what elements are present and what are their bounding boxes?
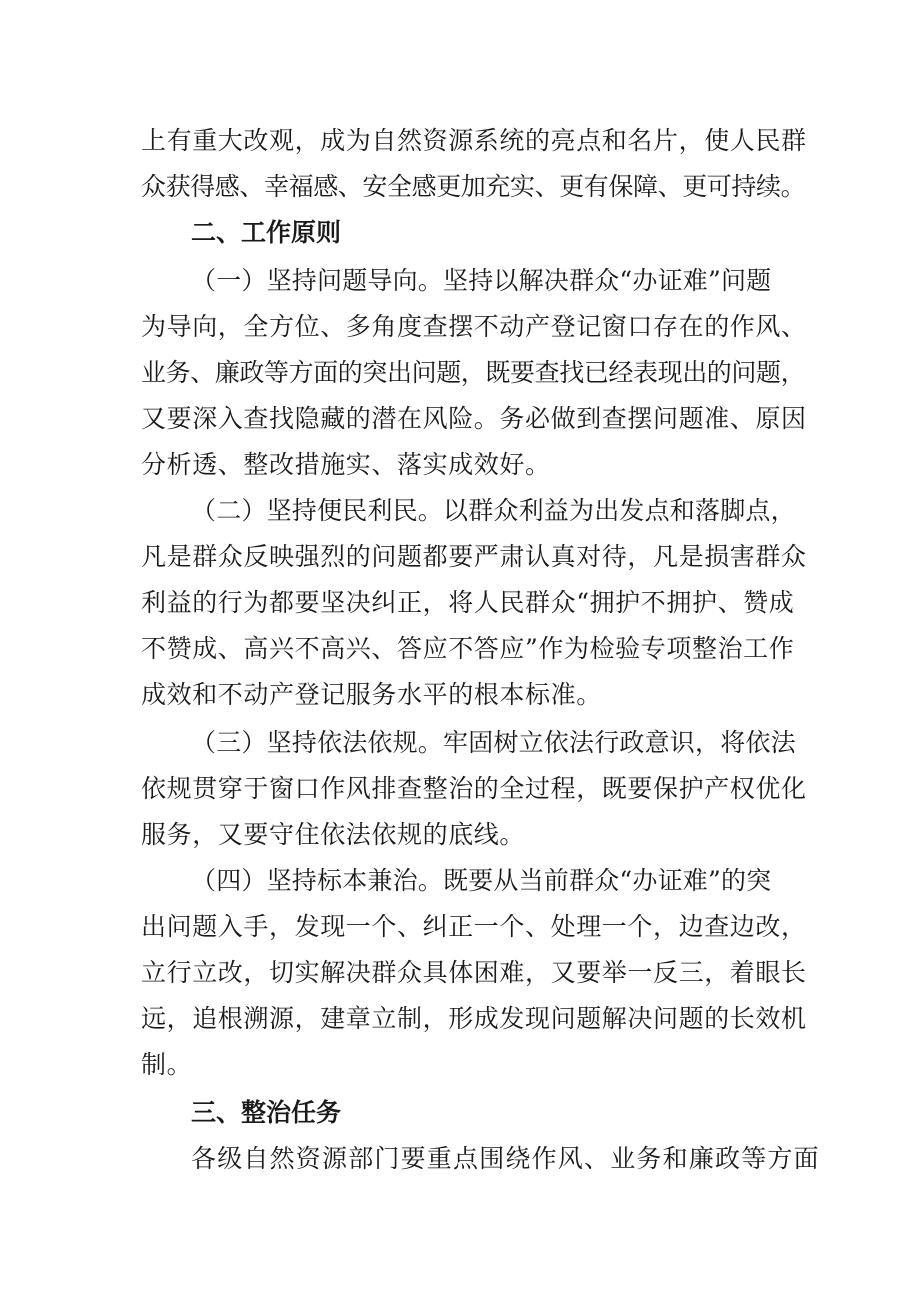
- paragraph-line: （一）坚持问题导向。坚持以解决群众“办证难”问题: [191, 266, 772, 295]
- paragraph-line: （四）坚持标本兼治。既要从当前群众“办证难”的突: [191, 866, 772, 895]
- paragraph-line: 凡是群众反映强烈的问题都要严肃认真对待，凡是损害群众: [141, 542, 807, 571]
- paragraph-line: 为导向，全方位、多角度查摆不动产登记窗口存在的作风、: [141, 312, 807, 341]
- paragraph-line: 利益的行为都要坚决纠正，将人民群众“拥护不拥护、赞成: [141, 588, 795, 617]
- paragraph-line: 制。: [141, 1050, 193, 1079]
- paragraph-line: 分析透、整改措施实、落实成效好。: [141, 450, 551, 479]
- paragraph-line: 上有重大改观，成为自然资源系统的亮点和名片，使人民群: [141, 126, 807, 155]
- paragraph-line: 不赞成、高兴不高兴、答应不答应”作为检验专项整治工作: [141, 634, 795, 663]
- paragraph-line: 服务，又要守住依法依规的底线。: [141, 820, 526, 849]
- paragraph-line: 众获得感、幸福感、安全感更加充实、更有保障、更可持续。: [141, 172, 806, 201]
- paragraph-line: （二）坚持便民利民。以群众利益为出发点和落脚点，: [191, 496, 796, 525]
- paragraph-line: 又要深入查找隐藏的潜在风险。务必做到查摆问题准、原因: [141, 404, 807, 433]
- paragraph-line: 业务、廉政等方面的突出问题，既要查找已经表现出的问题，: [141, 358, 806, 387]
- paragraph-line: 各级自然资源部门要重点围绕作风、业务和廉政等方面: [191, 1144, 820, 1173]
- paragraph-line: 立行立改，切实解决群众具体困难，又要举一反三，着眼长: [141, 958, 807, 987]
- section-heading: 三、整治任务: [191, 1098, 342, 1127]
- section-heading: 二、工作原则: [191, 218, 342, 247]
- paragraph-line: 依规贯穿于窗口作风排查整治的全过程，既要保护产权优化: [141, 774, 807, 803]
- paragraph-line: 出问题入手，发现一个、纠正一个、处理一个，边查边改，: [141, 912, 807, 941]
- paragraph-line: （三）坚持依法依规。牢固树立依法行政意识，将依法: [191, 728, 796, 757]
- paragraph-line: 远，追根溯源，建章立制，形成发现问题解决问题的长效机: [141, 1004, 807, 1033]
- paragraph-line: 成效和不动产登记服务水平的根本标准。: [141, 680, 602, 709]
